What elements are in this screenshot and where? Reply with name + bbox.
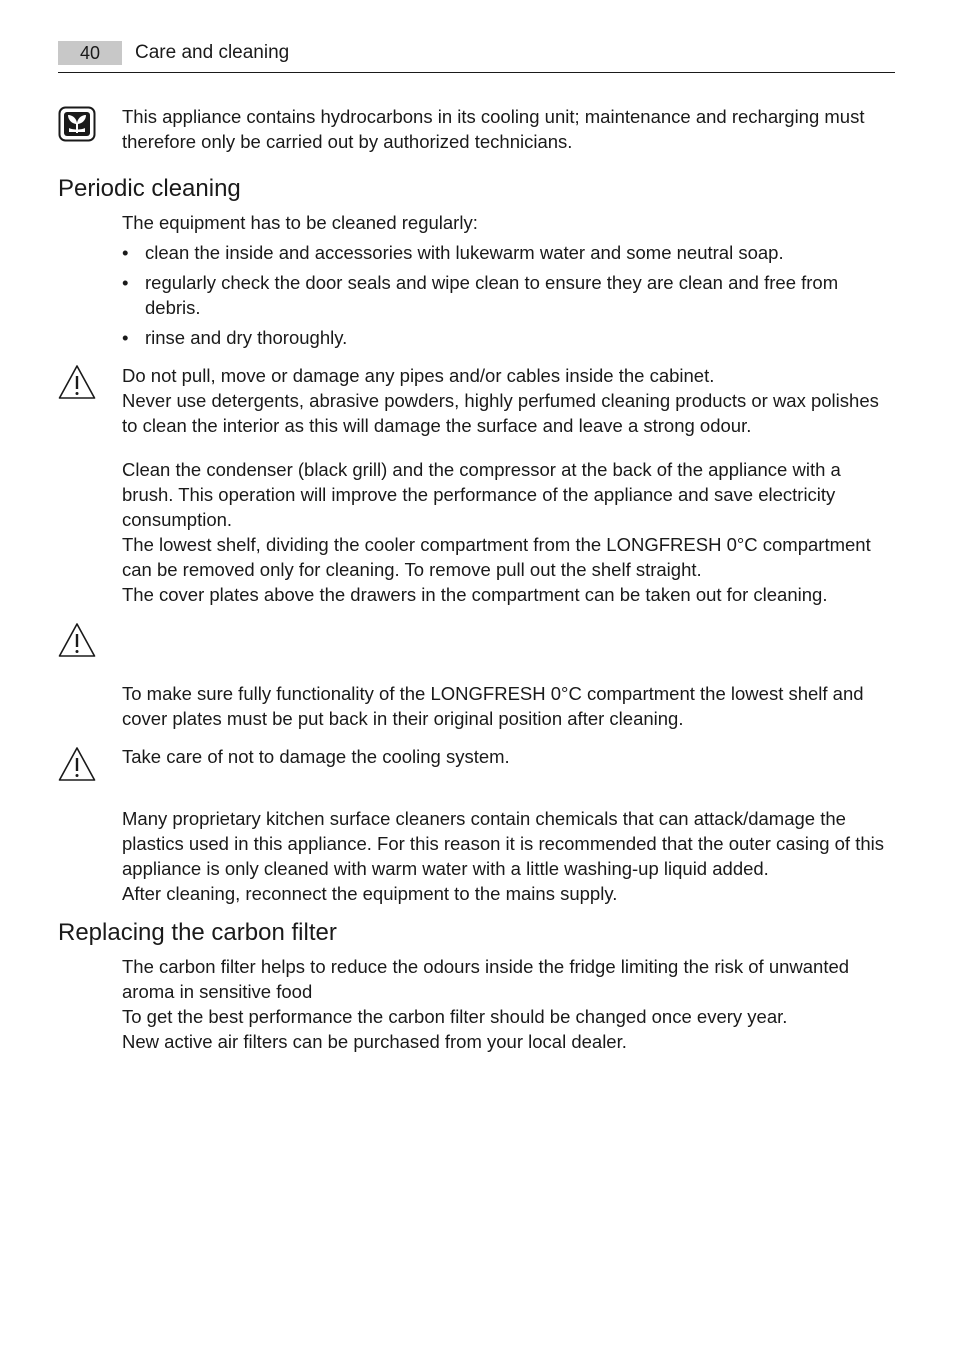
longfresh-note [122, 681, 897, 731]
section-title: Care and cleaning [135, 42, 290, 63]
hydrocarbons-text: This appliance contains hydrocarbons in its cooling unit; maintenance and recharging must therefore only be carried out by authorized technicians. [122, 106, 865, 152]
warning-triangle-icon [58, 622, 96, 658]
paragraph-line: Clean the condenser (black grill) and the compressor at the back of the appliance with a brush. This operation will improve the performance of the appliance and save electricity consumption. [122, 459, 841, 530]
periodic-cleaning-intro [122, 210, 897, 235]
list-item: • regularly check the door seals and wipe clean to ensure they are clean and free from debris. [122, 270, 897, 320]
warning-triangle-icon [58, 364, 96, 400]
hydrocarbons-note [122, 104, 897, 154]
warning-text: Never use detergents, abrasive powders, highly perfumed cleaning products or wax polishes to clean the interior as this will damage the surface and leave a strong odour. [122, 390, 879, 436]
warning-triangle-icon [58, 746, 96, 782]
carbon-filter-paragraph [122, 954, 897, 1054]
page-header [58, 40, 895, 73]
warning-pipes-cables [122, 363, 897, 438]
paragraph-line: After cleaning, reconnect the equipment to the mains supply. [122, 883, 618, 904]
carbon-filter-heading: Replacing the carbon filter [58, 919, 337, 946]
paragraph-line: The cover plates above the drawers in the compartment can be taken out for cleaning. [122, 584, 828, 605]
paragraph-line: To get the best performance the carbon filter should be changed once every year. [122, 1006, 788, 1027]
intro-text: The equipment has to be cleaned regularly: [122, 212, 478, 233]
warning-text: Take care of not to damage the cooling system. [122, 746, 510, 767]
cleaners-paragraph [122, 806, 897, 906]
periodic-cleaning-heading: Periodic cleaning [58, 175, 241, 202]
cleaning-bullet-list [122, 240, 897, 355]
paragraph-line: New active air filters can be purchased from your local dealer. [122, 1031, 627, 1052]
list-item: • rinse and dry thoroughly. [122, 325, 897, 350]
warning-cooling-system [122, 744, 897, 769]
environment-icon [58, 106, 96, 142]
paragraph-line: The lowest shelf, dividing the cooler compartment from the LONGFRESH 0°C compartment can be removed only for cleaning. To remove pull out the shelf straight. [122, 534, 871, 580]
condenser-paragraph [122, 457, 897, 607]
page-number: 40 [58, 41, 122, 65]
list-item: • clean the inside and accessories with lukewarm water and some neutral soap. [122, 240, 897, 265]
paragraph-line: The carbon filter helps to reduce the odours inside the fridge limiting the risk of unwanted aroma in sensitive food [122, 956, 850, 1002]
longfresh-text: To make sure fully functionality of the LONGFRESH 0°C compartment the lowest shelf and cover plates must be put back in their original position after cleaning. [122, 683, 864, 729]
warning-text: Do not pull, move or damage any pipes and/or cables inside the cabinet. [122, 365, 715, 386]
paragraph-line: Many proprietary kitchen surface cleaners contain chemicals that can attack/damage the plastics used in this appliance. For this reason it is recommended that the outer casing of this appliance is only cleaned with warm water with a little washing-up liquid added. [122, 808, 884, 879]
